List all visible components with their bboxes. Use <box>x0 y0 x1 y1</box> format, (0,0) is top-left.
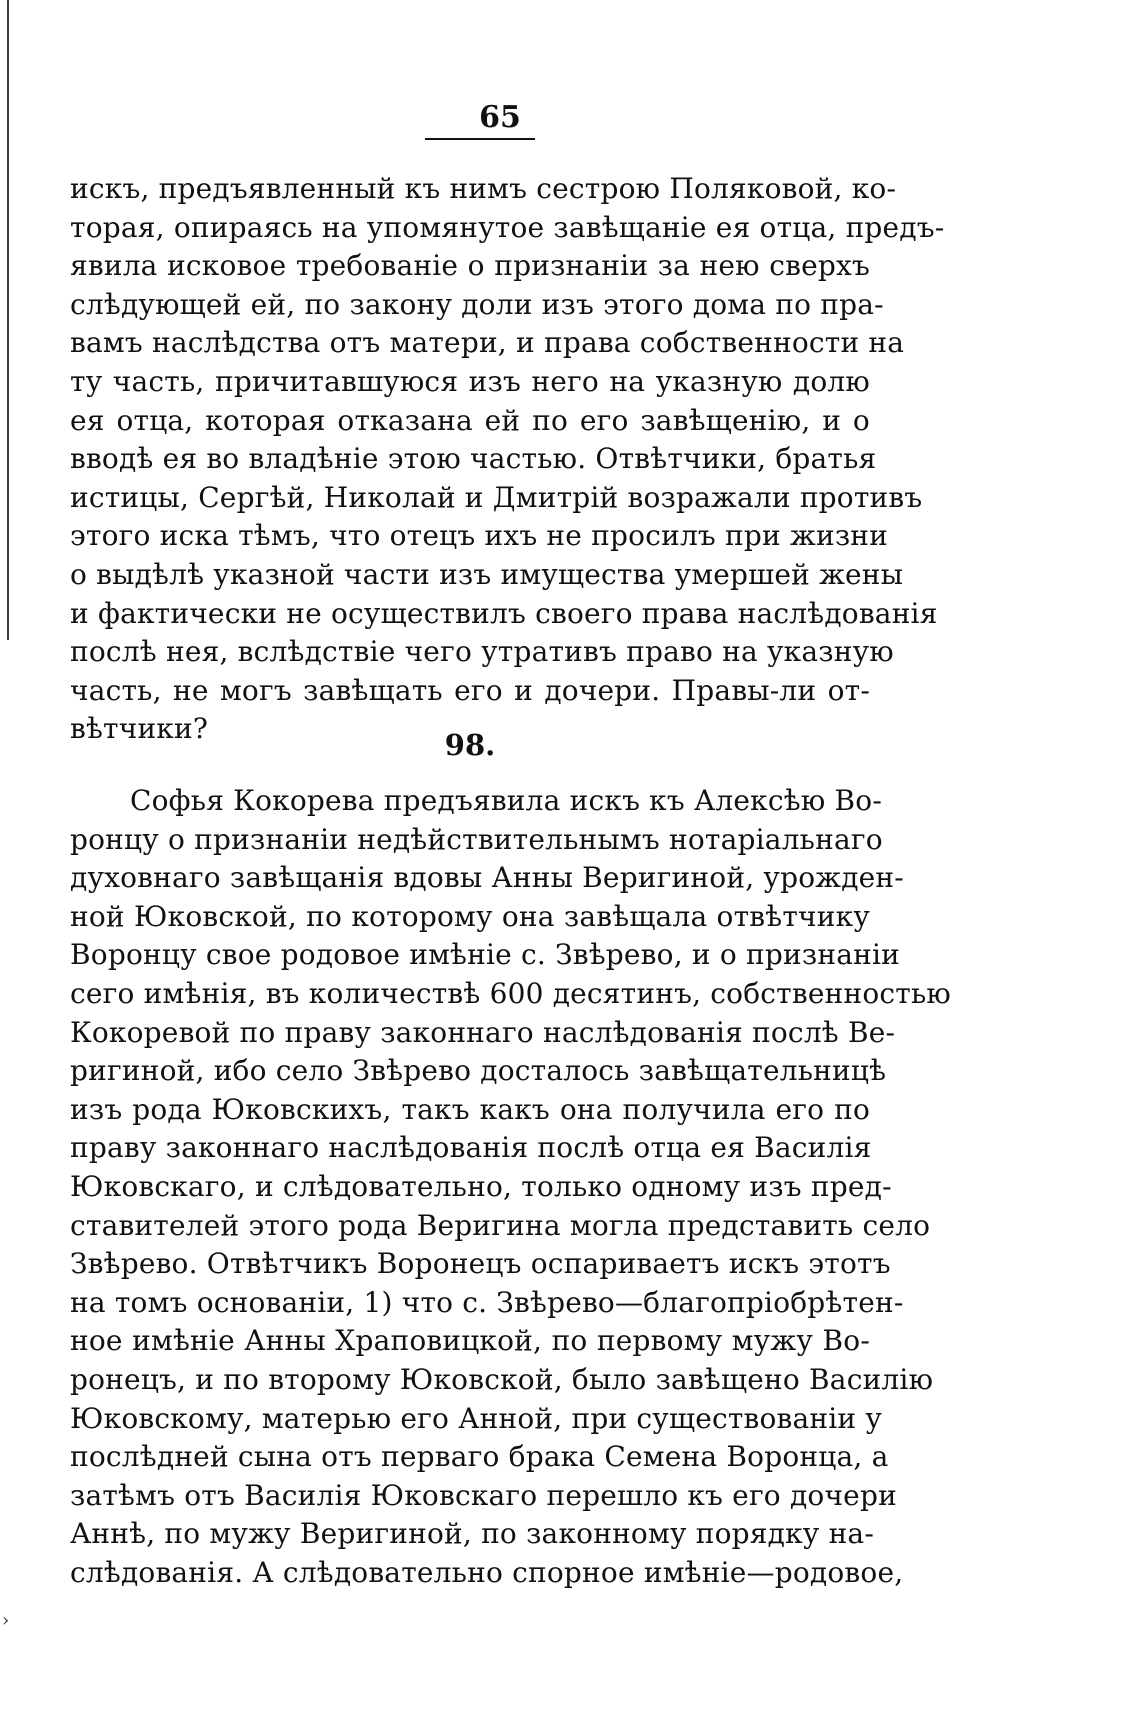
case-paragraph <box>70 782 951 1592</box>
text-line: на томъ основаніи, 1) что с. Звѣрево—благопріобрѣтен- <box>70 1285 904 1319</box>
text-line: Юковскому, матерью его Анной, при существованіи у <box>70 1401 883 1435</box>
text-line: слѣдующей ей, по закону доли изъ этого дома по пра- <box>70 287 884 321</box>
text-line: вѣтчики? <box>70 712 209 746</box>
text-line: ригиной, ибо село Звѣрево досталось завѣщательницѣ <box>70 1054 887 1088</box>
page-number: 65 <box>479 100 521 135</box>
text-line: Звѣрево. Отвѣтчикъ Воронецъ оспариваетъ искъ этотъ <box>70 1247 891 1281</box>
text-line: слѣдованія. А слѣдовательно спорное имѣніе—родовое, <box>70 1555 904 1589</box>
paragraph-continued <box>70 170 945 749</box>
text-line: ной Юковской, по которому она завѣщала отвѣтчику <box>70 899 870 933</box>
text-line: явила исковое требованіе о признаніи за нею сверхъ <box>70 249 870 283</box>
text-line: вводѣ ея во владѣніе этою частью. Отвѣтчики, братья <box>70 442 877 476</box>
text-line: затѣмъ отъ Василія Юковскаго перешло къ его дочери <box>70 1478 897 1512</box>
text-line: Аннѣ, по мужу Веригиной, по законному порядку на- <box>70 1517 874 1551</box>
scan-edge-line <box>7 0 9 640</box>
text-line: послѣдней сына отъ перваго брака Семена Воронца, а <box>70 1440 889 1474</box>
text-line: и фактически не осуществилъ своего права наслѣдованія <box>70 596 938 630</box>
text-line: ронцу о признаніи недѣйствительнымъ нотаріальнаго <box>70 822 883 856</box>
text-line: ея отца, которая отказана ей по его завѣщенію, и о <box>70 403 870 437</box>
text-line: Юковскаго, и слѣдовательно, только одному изъ пред- <box>70 1169 892 1203</box>
text-line: праву законнаго наслѣдованія послѣ отца ея Василія <box>70 1131 872 1165</box>
text-line: торая, опираясь на упомянутое завѣщаніе ея отца, предъ- <box>70 210 945 244</box>
text-line: Софья Кокорева предъявила искъ къ Алексѣю Во- <box>130 784 882 817</box>
text-line: Воронцу свое родовое имѣніе с. Звѣрево, и о признаніи <box>70 938 900 972</box>
text-line: духовнаго завѣщанія вдовы Анны Веригиной, урожден- <box>70 861 904 895</box>
text-line: сего имѣнія, въ количествѣ 600 десятинъ, собственностью <box>70 976 951 1010</box>
text-line: послѣ нея, вслѣдствіе чего утративъ право на указную <box>70 635 894 669</box>
scan-edge-mark: › <box>2 1610 10 1631</box>
text-line: ту часть, причитавшуюся изъ него на указную долю <box>70 364 870 398</box>
text-line: этого иска тѣмъ, что отецъ ихъ не просилъ при жизни <box>70 519 889 553</box>
text-line: о выдѣлѣ указной части изъ имущества умершей жены <box>70 557 904 591</box>
text-line: ное имѣніе Анны Храповицкой, по первому мужу Во- <box>70 1324 870 1358</box>
text-line: ронецъ, и по второму Юковской, было завѣщено Василію <box>70 1362 934 1396</box>
text-line: изъ рода Юковскихъ, такъ какъ она получила его по <box>70 1092 870 1126</box>
page-number-rule <box>425 138 535 140</box>
text-line: искъ, предъявленный къ нимъ сестрою Поляковой, ко- <box>70 172 897 205</box>
text-line: вамъ наслѣдства отъ матери, и права собственности на <box>70 326 905 360</box>
text-line: часть, не могъ завѣщать его и дочери. Правы-ли от- <box>70 673 870 707</box>
case-number-heading: 98. <box>444 728 496 762</box>
text-line: ставителей этого рода Веригина могла представить село <box>70 1208 931 1242</box>
text-line: истицы, Сергѣй, Николай и Дмитрій возражали противъ <box>70 480 923 514</box>
text-line: Кокоревой по праву законнаго наслѣдованія послѣ Ве- <box>70 1015 896 1049</box>
